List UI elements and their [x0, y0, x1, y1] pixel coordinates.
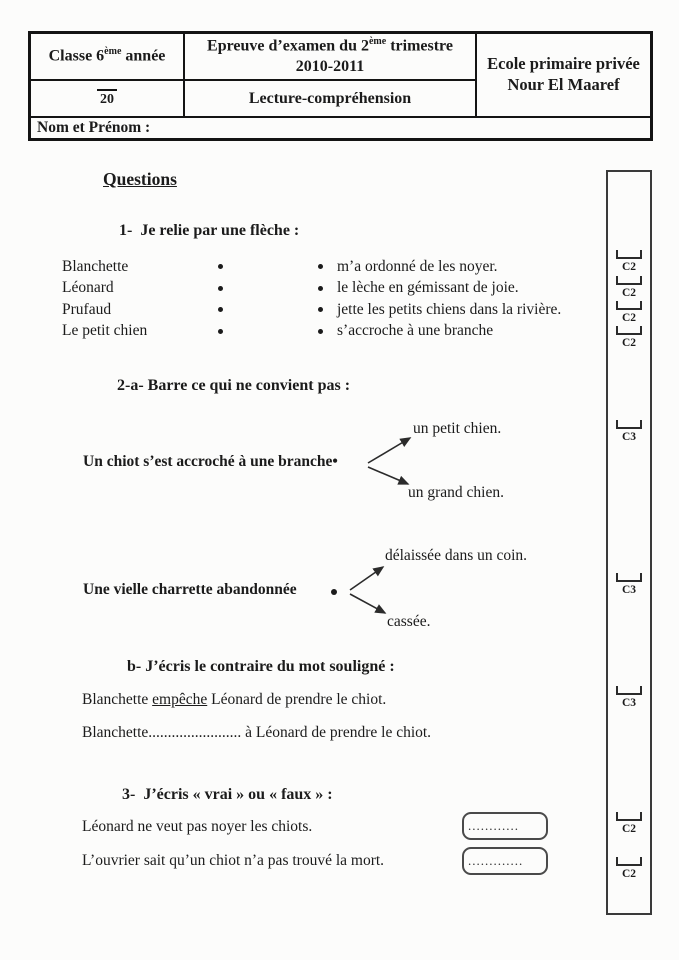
q2a-fork-charrette — [83, 545, 583, 637]
fork-option-top: un petit chien. — [413, 420, 502, 437]
match-left-item: Le petit chien — [62, 322, 148, 340]
q1-matching-exercise — [62, 256, 602, 342]
criterion-label: C2 — [621, 261, 637, 273]
score-bracket-icon — [616, 276, 642, 285]
header-table — [28, 31, 653, 141]
criterion-label: C2 — [621, 823, 637, 835]
name-row — [31, 118, 650, 138]
name-label: Nom et Prénom : — [37, 119, 151, 137]
q2b-heading: b- J’écris le contraire du mot souligné : — [127, 658, 395, 675]
score-bracket-icon — [616, 686, 642, 695]
score-bracket-icon — [616, 301, 642, 310]
exam-title-line1: Epreuve d’examen du 2ème trimestre — [207, 36, 453, 55]
score-bracket-icon — [616, 326, 642, 335]
score-bracket-icon — [616, 573, 642, 582]
criterion-mark — [608, 276, 650, 299]
criterion-mark — [608, 250, 650, 273]
fork-option-top: délaissée dans un coin. — [385, 547, 528, 564]
fork-arrows — [341, 557, 396, 622]
match-left-item: Léonard — [62, 279, 114, 297]
fork-stem: Un chiot s’est accroché à une branche• — [83, 453, 338, 470]
bullet-dot-icon: • — [332, 453, 338, 470]
subject-cell — [185, 81, 477, 118]
fork-option-bottom: un grand chien. — [408, 484, 504, 501]
match-right-item: jette les petits chiens dans la rivière. — [337, 300, 562, 318]
match-right-item: m’a ordonné de les noyer. — [337, 257, 498, 275]
class-label: Classe 6ème année — [48, 46, 166, 65]
q2b-answer-line: Blanchette........................ à Léonard de prendre le chiot. — [82, 724, 432, 741]
q3-heading: 3- J’écris « vrai » ou « faux » : — [122, 786, 333, 803]
bullet-dot-icon — [318, 264, 323, 269]
score-cell — [31, 81, 185, 118]
match-row — [62, 256, 602, 278]
criterion-mark — [608, 686, 650, 709]
subject-label: Lecture-compréhension — [248, 89, 412, 107]
class-cell — [31, 34, 185, 81]
criterion-label: C2 — [621, 287, 637, 299]
q2a-heading: 2-a- Barre ce qui ne convient pas : — [117, 377, 351, 394]
exam-title-line2: 2010-2011 — [295, 57, 365, 75]
bullet-dot-icon — [218, 307, 223, 312]
criterion-mark — [608, 857, 650, 880]
questions-title: Questions — [103, 169, 177, 189]
q2a-fork-chiot — [83, 418, 583, 508]
criterion-label: C2 — [621, 337, 637, 349]
match-right-item: le lèche en gémissant de joie. — [337, 279, 519, 297]
score-bracket-icon — [616, 250, 642, 259]
underlined-word: empêche — [152, 691, 208, 708]
criterion-mark — [608, 420, 650, 443]
match-left-item: Prufaud — [62, 300, 112, 318]
criterion-mark — [608, 326, 650, 349]
grading-column — [606, 170, 652, 915]
score-bracket-icon — [616, 420, 642, 429]
exam-title-cell — [185, 34, 477, 81]
match-left-item: Blanchette — [62, 257, 129, 275]
match-row — [62, 278, 602, 300]
school-cell — [477, 34, 650, 118]
q3-statement: Léonard ne veut pas noyer les chiots. — [82, 818, 313, 835]
bullet-dot-icon — [218, 286, 223, 291]
school-name-line2: Nour El Maaref — [507, 75, 620, 94]
q3-answer-box: ............. — [462, 847, 548, 875]
score-bracket-icon — [616, 812, 642, 821]
criterion-label: C3 — [621, 431, 637, 443]
school-name-line1: Ecole primaire privée — [487, 54, 640, 74]
bullet-dot-icon — [318, 307, 323, 312]
fork-arrows — [361, 428, 421, 490]
criterion-mark — [608, 573, 650, 596]
fork-stem: Une vielle charrette abandonnée — [83, 581, 297, 598]
q1-heading: 1- Je relie par une flèche : — [119, 222, 300, 239]
bullet-dot-icon — [218, 329, 223, 334]
q3-answer-box: ............ — [462, 812, 548, 840]
criterion-mark — [608, 812, 650, 835]
bullet-dot-icon — [218, 264, 223, 269]
bullet-dot-icon — [318, 329, 323, 334]
score-bracket-icon — [616, 857, 642, 866]
criterion-label: C3 — [621, 697, 637, 709]
criterion-label: C3 — [621, 584, 637, 596]
criterion-label: C2 — [621, 868, 637, 880]
bullet-dot-icon — [331, 589, 337, 595]
criterion-mark — [608, 301, 650, 324]
match-right-item: s’accroche à une branche — [337, 322, 494, 340]
bullet-dot-icon — [318, 286, 323, 291]
q3-statement: L’ouvrier sait qu’un chiot n’a pas trouvé la mort. — [82, 852, 385, 869]
criterion-label: C2 — [621, 312, 637, 324]
score-denominator: 20 — [97, 89, 117, 109]
q2b-sentence: Blanchette empêche Léonard de prendre le chiot. — [82, 691, 387, 708]
fork-option-bottom: cassée. — [387, 613, 431, 630]
match-row — [62, 321, 602, 343]
match-row — [62, 299, 602, 321]
